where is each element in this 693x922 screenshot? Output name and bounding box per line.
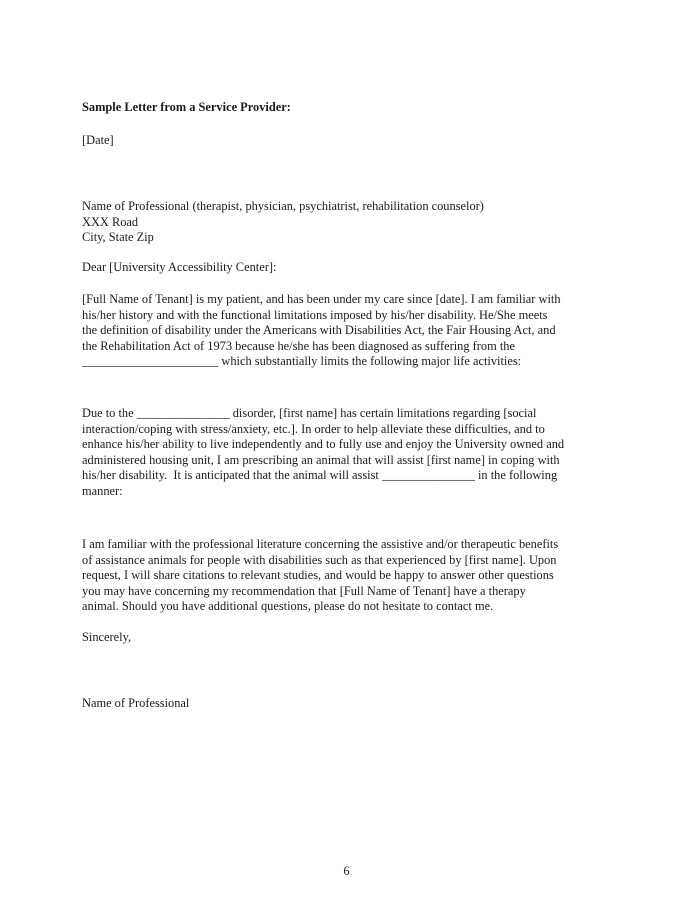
body-paragraph-2 <box>82 406 627 499</box>
letter-heading: Sample Letter from a Service Provider: <box>82 100 291 114</box>
paragraph-line: Due to the _______________ disorder, [first name] has certain limitations regarding [social <box>82 406 537 420</box>
paragraph-line: animal. Should you have additional questions, please do not hesitate to contact me. <box>82 599 494 613</box>
body-paragraph-3 <box>82 537 627 615</box>
address-line-street: XXX Road <box>82 214 139 229</box>
page-number: 6 <box>343 864 350 878</box>
paragraph-line: [Full Name of Tenant] is my patient, and has been under my care since [date]. I am familiar with <box>82 292 561 306</box>
closing: Sincerely, <box>82 630 132 644</box>
signature-name: Name of Professional <box>82 696 190 710</box>
paragraph-line: his/her history and with the functional limitations imposed by his/her disability. He/She meets <box>82 307 548 322</box>
paragraph-line: ______________________ which substantially limits the following major life activities: <box>82 354 522 368</box>
paragraph-line: enhance his/her ability to live independently and to fully use and enjoy the University owned and <box>82 437 565 451</box>
salutation: Dear [University Accessibility Center]: <box>82 260 277 274</box>
paragraph-line: the Rehabilitation Act of 1973 because he/she has been diagnosed as suffering from the <box>82 338 515 353</box>
paragraph-line: manner: <box>82 483 123 498</box>
paragraph-line: his/her disability. It is anticipated that the animal will assist _______________ in the following <box>82 468 558 482</box>
recipient-address <box>82 199 627 246</box>
paragraph-line: of assistance animals for people with disabilities such as that experienced by [first name]. Upon <box>82 552 557 567</box>
address-line-name: Name of Professional (therapist, physician, psychiatrist, rehabilitation counselor) <box>82 199 484 213</box>
paragraph-line: administered housing unit, I am prescribing an animal that will assist [first name] in coping with <box>82 452 560 467</box>
paragraph-line: interaction/coping with stress/anxiety, etc.]. In order to help alleviate these difficulties, and to <box>82 421 545 436</box>
date-placeholder: [Date] <box>82 133 114 147</box>
paragraph-line: request, I will share citations to relevant studies, and would be happy to answer other questions <box>82 568 554 582</box>
paragraph-line: you may have concerning my recommendation that [Full Name of Tenant] have a therapy <box>82 583 526 598</box>
address-line-city: City, State Zip <box>82 230 154 244</box>
body-paragraph-1 <box>82 292 627 370</box>
paragraph-line: I am familiar with the professional literature concerning the assistive and/or therapeutic benefits <box>82 537 559 551</box>
paragraph-line: the definition of disability under the Americans with Disabilities Act, the Fair Housing Act, and <box>82 323 556 337</box>
